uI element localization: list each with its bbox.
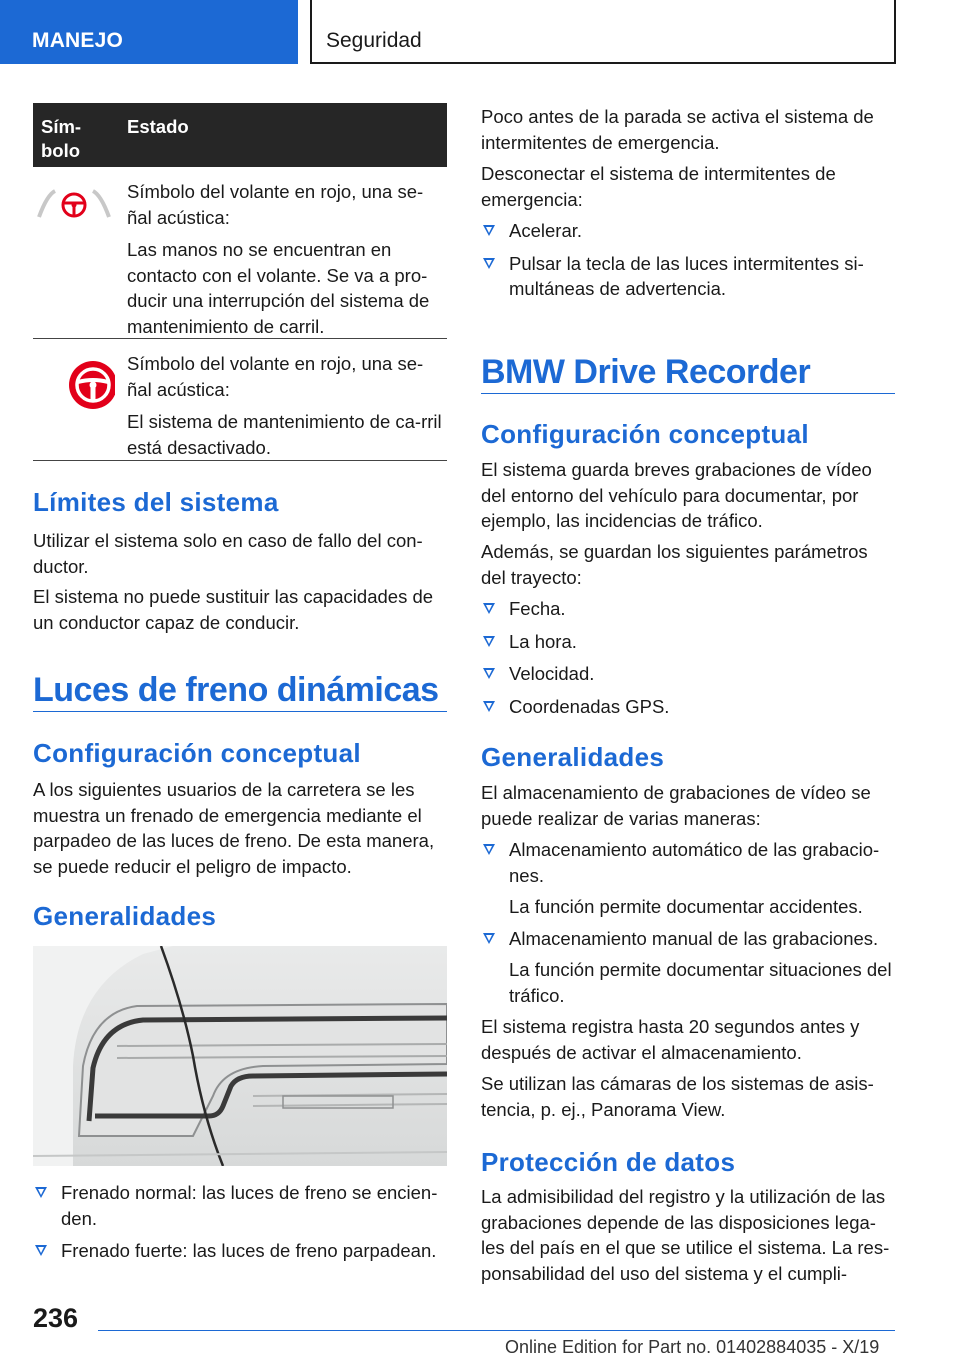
general-heading: Generalidades — [33, 901, 217, 931]
mode-bullets — [481, 926, 895, 952]
hazard-text-1: Poco antes de la parada se activa el sistema de intermitentes de emergencia. — [481, 106, 874, 153]
mode-bullets — [481, 837, 895, 888]
brake-lights-heading: Luces de freno dinámicas — [33, 671, 439, 709]
tail-light-illustration — [33, 946, 447, 1166]
list-item: Acelerar. — [481, 218, 895, 244]
limits-text-2: El sistema no puede sustituir las capacidades de un conductor capaz de conducir. — [33, 586, 434, 633]
list-item: La hora. — [481, 629, 895, 655]
recorder-concept-text-2: Además, se guardan los siguientes parámetros del trayecto: — [481, 541, 868, 588]
edition-note: Online Edition for Part no. 01402884035 - X/19 — [505, 1337, 880, 1357]
mode-note: La función permite documentar accidentes. — [509, 896, 863, 917]
recorder-concept-text-1: El sistema guarda breves grabaciones de vídeo del entorno del vehículo para documentar, por ejemplo, las incidencias de tráfico. — [481, 459, 872, 531]
row2-line1: Símbolo del volante en rojo, una se-ñal acústica: — [127, 353, 424, 400]
heading-rule — [33, 711, 447, 712]
recorder-concept-heading: Configuración conceptual — [481, 419, 809, 449]
recorder-general-text-3: Se utilizan las cámaras de los sistemas de asis-tencia, p. ej., Panorama View. — [481, 1073, 874, 1120]
list-item: Frenado fuerte: las luces de freno parpadean. — [33, 1238, 447, 1264]
list-item: Almacenamiento manual de las grabaciones. — [481, 926, 895, 952]
drive-recorder-heading: BMW Drive Recorder — [481, 353, 811, 391]
concept-heading: Configuración conceptual — [33, 738, 361, 768]
list-item: Fecha. — [481, 596, 895, 622]
steering-wheel-red-icon — [33, 357, 115, 418]
table-header — [33, 103, 447, 167]
recorder-general-text: El almacenamiento de grabaciones de vídeo se puede realizar de varias maneras: — [481, 782, 871, 829]
col-header-symbol: Sím- bolo — [41, 116, 82, 161]
hazard-text-2: Desconectar el sistema de intermitentes de emergencia: — [481, 163, 836, 210]
col-header-state: Estado — [127, 116, 189, 137]
page-number: 236 — [33, 1303, 79, 1333]
row1-line1: Símbolo del volante en rojo, una se-ñal acústica: — [127, 181, 424, 228]
list-item: Pulsar la tecla de las luces intermitentes si-multáneas de advertencia. — [481, 251, 895, 302]
section-tab: MANEJO — [0, 0, 298, 64]
recorder-general-heading: Generalidades — [481, 742, 665, 772]
row1-line2: Las manos no se encuentran en contacto con el volante. Se va a pro-ducir una interrupción del sistema de mantenimiento de carril. — [127, 239, 430, 337]
recorder-general-text-2: El sistema registra hasta 20 segundos antes y después de activar el almacenamiento. — [481, 1016, 860, 1063]
privacy-text: La admisibilidad del registro y la utilización de las grabaciones depende de las disposiciones lega-les del país en el que se utilice el sistema. La res-ponsabilidad del uso del sistema y el cumpli- — [481, 1186, 890, 1284]
concept-text: A los siguientes usuarios de la carretera se les muestra un frenado de emergencia mediante el parpadeo de las luces de freno. De esta manera, se puede reducir el peligro de impacto. — [33, 779, 435, 877]
limits-heading: Límites del sistema — [33, 487, 279, 517]
table-row — [33, 339, 447, 461]
list-item: Frenado normal: las luces de freno se encien-den. — [33, 1180, 447, 1231]
footer-rule — [98, 1330, 895, 1331]
brake-bullets — [33, 1180, 447, 1264]
chapter-title: Seguridad — [310, 0, 896, 64]
symbol-table — [33, 103, 447, 461]
list-item: Almacenamiento automático de las grabacio-nes. — [481, 837, 895, 888]
list-item: Coordenadas GPS. — [481, 694, 895, 720]
steering-wheel-warning-icon — [33, 183, 115, 232]
list-item: Velocidad. — [481, 661, 895, 687]
table-row — [33, 167, 447, 339]
heading-rule — [481, 393, 895, 394]
privacy-heading: Protección de datos — [481, 1147, 736, 1177]
hazard-bullets — [481, 218, 895, 302]
limits-text-1: Utilizar el sistema solo en caso de fallo del con-ductor. — [33, 530, 423, 577]
mode-note: La función permite documentar situaciones del tráfico. — [509, 959, 892, 1006]
param-bullets — [481, 596, 895, 719]
row2-line2: El sistema de mantenimiento de ca-rril está desactivado. — [127, 411, 442, 458]
